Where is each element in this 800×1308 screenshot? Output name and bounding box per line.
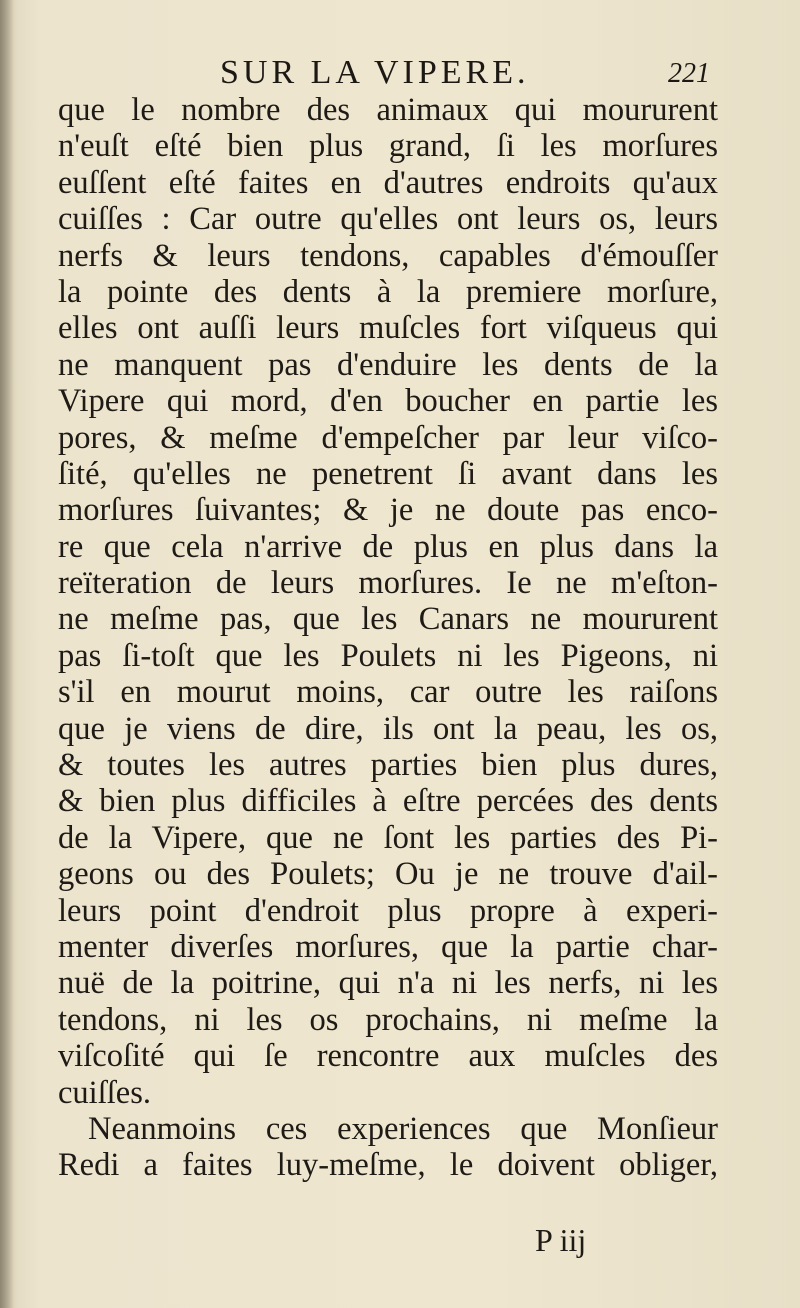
page-number: 221 (668, 58, 710, 89)
text-line: re que cela n'arrive de plus en plus dans la (58, 528, 718, 565)
text-line: cuiſſes. (58, 1074, 151, 1111)
text-line: de la Vipere, que ne ſont les parties des Pi- (58, 819, 718, 856)
text-line: pas ſi-toſt que les Poulets ni les Pigeons, ni (58, 637, 718, 674)
text-line: cuiſſes : Car outre qu'elles ont leurs os, leurs (58, 201, 718, 238)
text-line: nerfs & leurs tendons, capables d'émouſſer (58, 237, 718, 274)
text-line: reïteration de leurs morſures. Ie ne m'eſton- (58, 565, 718, 602)
text-line: & toutes les autres parties bien plus dures, (58, 747, 718, 784)
text-line: & bien plus difficiles à eſtre percées des dents (58, 783, 718, 820)
text-line: menter diverſes morſures, que la partie char- (58, 928, 718, 965)
running-head-title: SUR LA VIPERE. (220, 54, 530, 91)
text-line: tendons, ni les os prochains, ni meſme la (58, 1001, 718, 1038)
text-line: Redi a faites luy-meſme, le doivent obliger, (58, 1147, 718, 1184)
text-line: ſité, qu'elles ne penetrent ſi avant dans les (58, 455, 718, 492)
text-line: morſures ſuivantes; & je ne doute pas enco- (58, 492, 718, 529)
text-line: Vipere qui mord, d'en boucher en partie les (58, 383, 718, 420)
text-line: n'euſt eſté bien plus grand, ſi les morſures (58, 128, 718, 165)
signature-mark: P iij (535, 1222, 587, 1258)
text-line: pores, & meſme d'empeſcher par leur viſco- (58, 419, 718, 456)
text-line: la pointe des dents à la premiere morſure, (58, 273, 718, 310)
text-line: elles ont auſſi leurs muſcles fort viſqueus qui (58, 310, 718, 347)
text-line: que je viens de dire, ils ont la peau, les os, (58, 710, 718, 747)
text-line: que le nombre des animaux qui moururent (58, 92, 718, 128)
text-line: geons ou des Poulets; Ou je ne trouve d'ail- (58, 856, 718, 893)
binding-gutter-shadow (0, 0, 14, 1308)
text-line: Neanmoins ces experiences que Monſieur (88, 1110, 718, 1147)
text-line: leurs point d'endroit plus propre à experi- (58, 892, 718, 929)
body-text (58, 92, 718, 1184)
text-line: ne manquent pas d'enduire les dents de la (58, 346, 718, 383)
text-line: ne meſme pas, que les Canars ne moururent (58, 601, 718, 638)
text-line: viſcoſité qui ſe rencontre aux muſcles des (58, 1038, 718, 1075)
text-line: euſſent eſté faites en d'autres endroits qu'aux (58, 164, 718, 201)
text-line: s'il en mourut moins, car outre les raiſons (58, 674, 718, 711)
text-line: nuë de la poitrine, qui n'a ni les nerfs, ni les (58, 965, 718, 1002)
